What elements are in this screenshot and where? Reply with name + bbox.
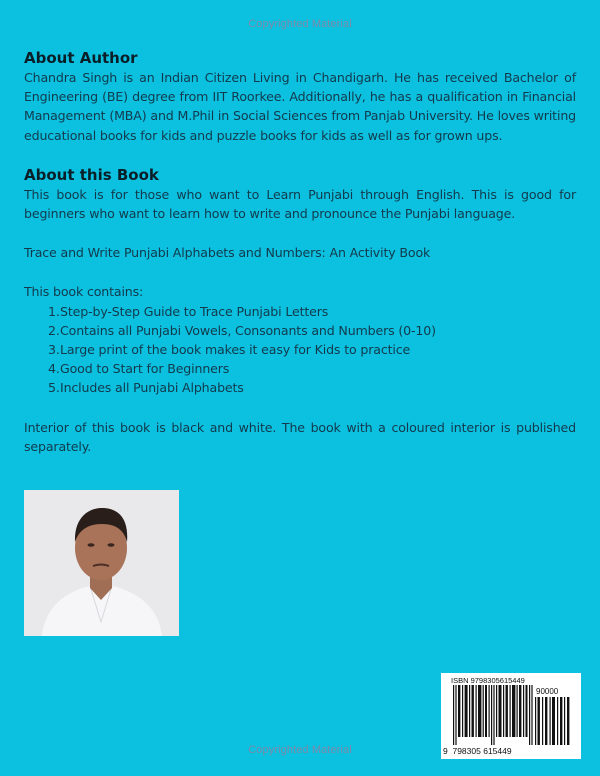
price-code: 90000 bbox=[536, 687, 559, 696]
list-text: Contains all Punjabi Vowels, Consonants and Numbers (0-10) bbox=[60, 322, 436, 338]
isbn-label: ISBN 9798305615449 bbox=[451, 676, 525, 685]
spacer bbox=[24, 262, 576, 282]
barcode-digit-first: 9 bbox=[443, 746, 448, 756]
spacer bbox=[24, 398, 576, 418]
about-author-text: Chandra Singh is an Indian Citizen Living in Chandigarh. He has received Bachelor of Engineering (BE) degree from IIT Roorkee. Additionally, he has a qualification in Financial Management (MBA) and M.Phil in Social Sciences from Panjab University. He loves writing educational books for kids and puzzle books for kids as well as for grown ups. bbox=[24, 70, 576, 143]
list-text: Step-by-Step Guide to Trace Punjabi Letters bbox=[60, 303, 329, 319]
about-book-heading: About this Book bbox=[24, 165, 159, 184]
list-number: 1. bbox=[48, 303, 60, 319]
spacer bbox=[24, 145, 576, 165]
barcode-bars-icon bbox=[453, 685, 533, 745]
book-title-line: Trace and Write Punjabi Alphabets and Numbers: An Activity Book bbox=[24, 245, 431, 261]
list-text: Includes all Punjabi Alphabets bbox=[60, 380, 244, 396]
about-book-intro: This book is for those who want to Learn Punjabi through English. This is good for beginners who want to learn how to write and pronounce the Punjabi language. bbox=[24, 186, 576, 222]
contents-list bbox=[24, 302, 576, 398]
list-text: Large print of the book makes it easy for Kids to practice bbox=[60, 342, 411, 358]
author-photo bbox=[24, 490, 179, 636]
contains-label: This book contains: bbox=[24, 284, 144, 300]
barcode-digits-right: 615449 bbox=[483, 746, 512, 756]
barcode-digits-left: 798305 bbox=[452, 746, 481, 756]
list-number: 2. bbox=[48, 322, 60, 338]
list-item bbox=[48, 340, 576, 359]
list-number: 3. bbox=[48, 342, 60, 358]
list-text: Good to Start for Beginners bbox=[60, 361, 230, 377]
copyright-watermark-top: Copyrighted Material bbox=[248, 18, 352, 30]
copyright-watermark-bottom: Copyrighted Material bbox=[248, 744, 352, 756]
list-item bbox=[48, 302, 576, 321]
list-number: 4. bbox=[48, 361, 60, 377]
back-cover-content bbox=[24, 48, 576, 456]
list-item bbox=[48, 359, 576, 378]
spacer bbox=[24, 223, 576, 243]
author-portrait-icon bbox=[24, 490, 179, 636]
list-number: 5. bbox=[48, 380, 60, 396]
supplement-bars-icon bbox=[533, 697, 573, 745]
interior-note: Interior of this book is black and white. The book with a coloured interior is published separately. bbox=[24, 419, 576, 454]
list-item bbox=[48, 321, 576, 340]
list-item bbox=[48, 378, 576, 397]
about-author-heading: About Author bbox=[24, 49, 138, 67]
